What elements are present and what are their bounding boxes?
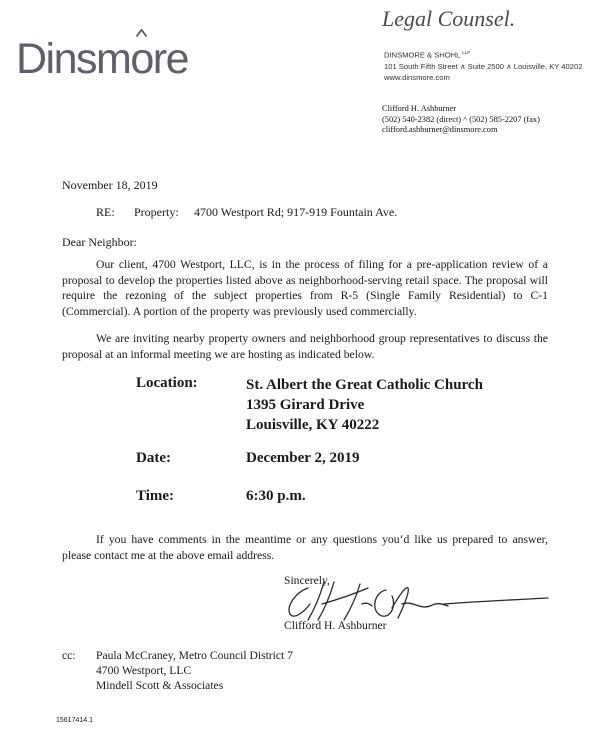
time-label: Time: [136, 488, 175, 504]
firm-suffix: LLP [462, 50, 471, 55]
tagline: Legal Counsel. [382, 6, 516, 31]
date-label: Date: [136, 450, 171, 466]
salutation: Dear Neighbor: [62, 235, 137, 249]
paragraph-1: Our client, 4700 Westport, LLC, is in the process of filing for a pre-application review of a proposal to develop the properties listed above as neighborhood-serving retail space. The proposal will require the rezoning of the subject properties from R-5 (Single Family Residential) to C-1 (Commercial). A portion of the property was previously used commercially. [62, 258, 548, 318]
location-line-1: St. Albert the Great Catholic Church [246, 377, 483, 393]
sender-email: clifford.ashburner@dinsmore.com [382, 125, 498, 135]
sender-name: Clifford H. Ashburner [382, 104, 457, 113]
location-label: Location: [136, 375, 198, 391]
location-line-3: Louisville, KY 40222 [246, 417, 380, 433]
firm-name: DINSMORE & SHOHL [384, 50, 461, 60]
property-label: Property: [134, 205, 179, 219]
logo-text-start: Dinsm [16, 35, 131, 83]
paragraph-3: If you have comments in the meantime or any questions you‘d like us prepared to answer, please contact me at the above email address. [62, 533, 548, 562]
sender-contact [382, 104, 540, 136]
cc-recipient: Mindell Scott & Associates [96, 679, 224, 692]
cc-label: cc: [62, 649, 76, 662]
cc-recipient: Paula McCraney, Metro Council District 7 [96, 649, 293, 662]
re-line [96, 205, 397, 220]
firm-address: 101 South Fifth Street ∧ Suite 2500 ∧ Louisville, KY 40202 [384, 61, 583, 71]
location-line-2: 1395 Girard Drive [246, 397, 365, 413]
logo-o: o [130, 38, 152, 81]
time-value: 6:30 p.m. [246, 488, 306, 504]
paragraph-2: We are inviting nearby property owners and neighborhood group representatives to discuss the proposal at an informal meeting we are hosting as indicated below. [62, 332, 548, 361]
document-number: 15617414.1 [56, 717, 93, 724]
signature-icon [278, 574, 550, 624]
cc-list [96, 648, 293, 693]
firm-website: www.dinsmore.com [384, 72, 450, 82]
re-label: RE: [96, 205, 115, 219]
letter-date: November 18, 2019 [62, 178, 158, 192]
logo-caret-icon [136, 29, 147, 37]
closing: Sincerely, [284, 574, 330, 587]
cc-recipient: 4700 Westport, LLC [96, 664, 192, 677]
property-value: 4700 Westport Rd; 917-919 Fountain Ave. [194, 205, 398, 219]
logo-text-end: re [152, 35, 188, 83]
firm-logo [16, 35, 188, 83]
signer-name: Clifford H. Ashburner [284, 619, 387, 632]
firm-block [384, 47, 582, 83]
date-value: December 2, 2019 [246, 450, 360, 466]
location-block [246, 375, 483, 435]
sender-phones: (502) 540-2382 (direct) ^ (502) 585-2207 (fax) [382, 114, 540, 124]
